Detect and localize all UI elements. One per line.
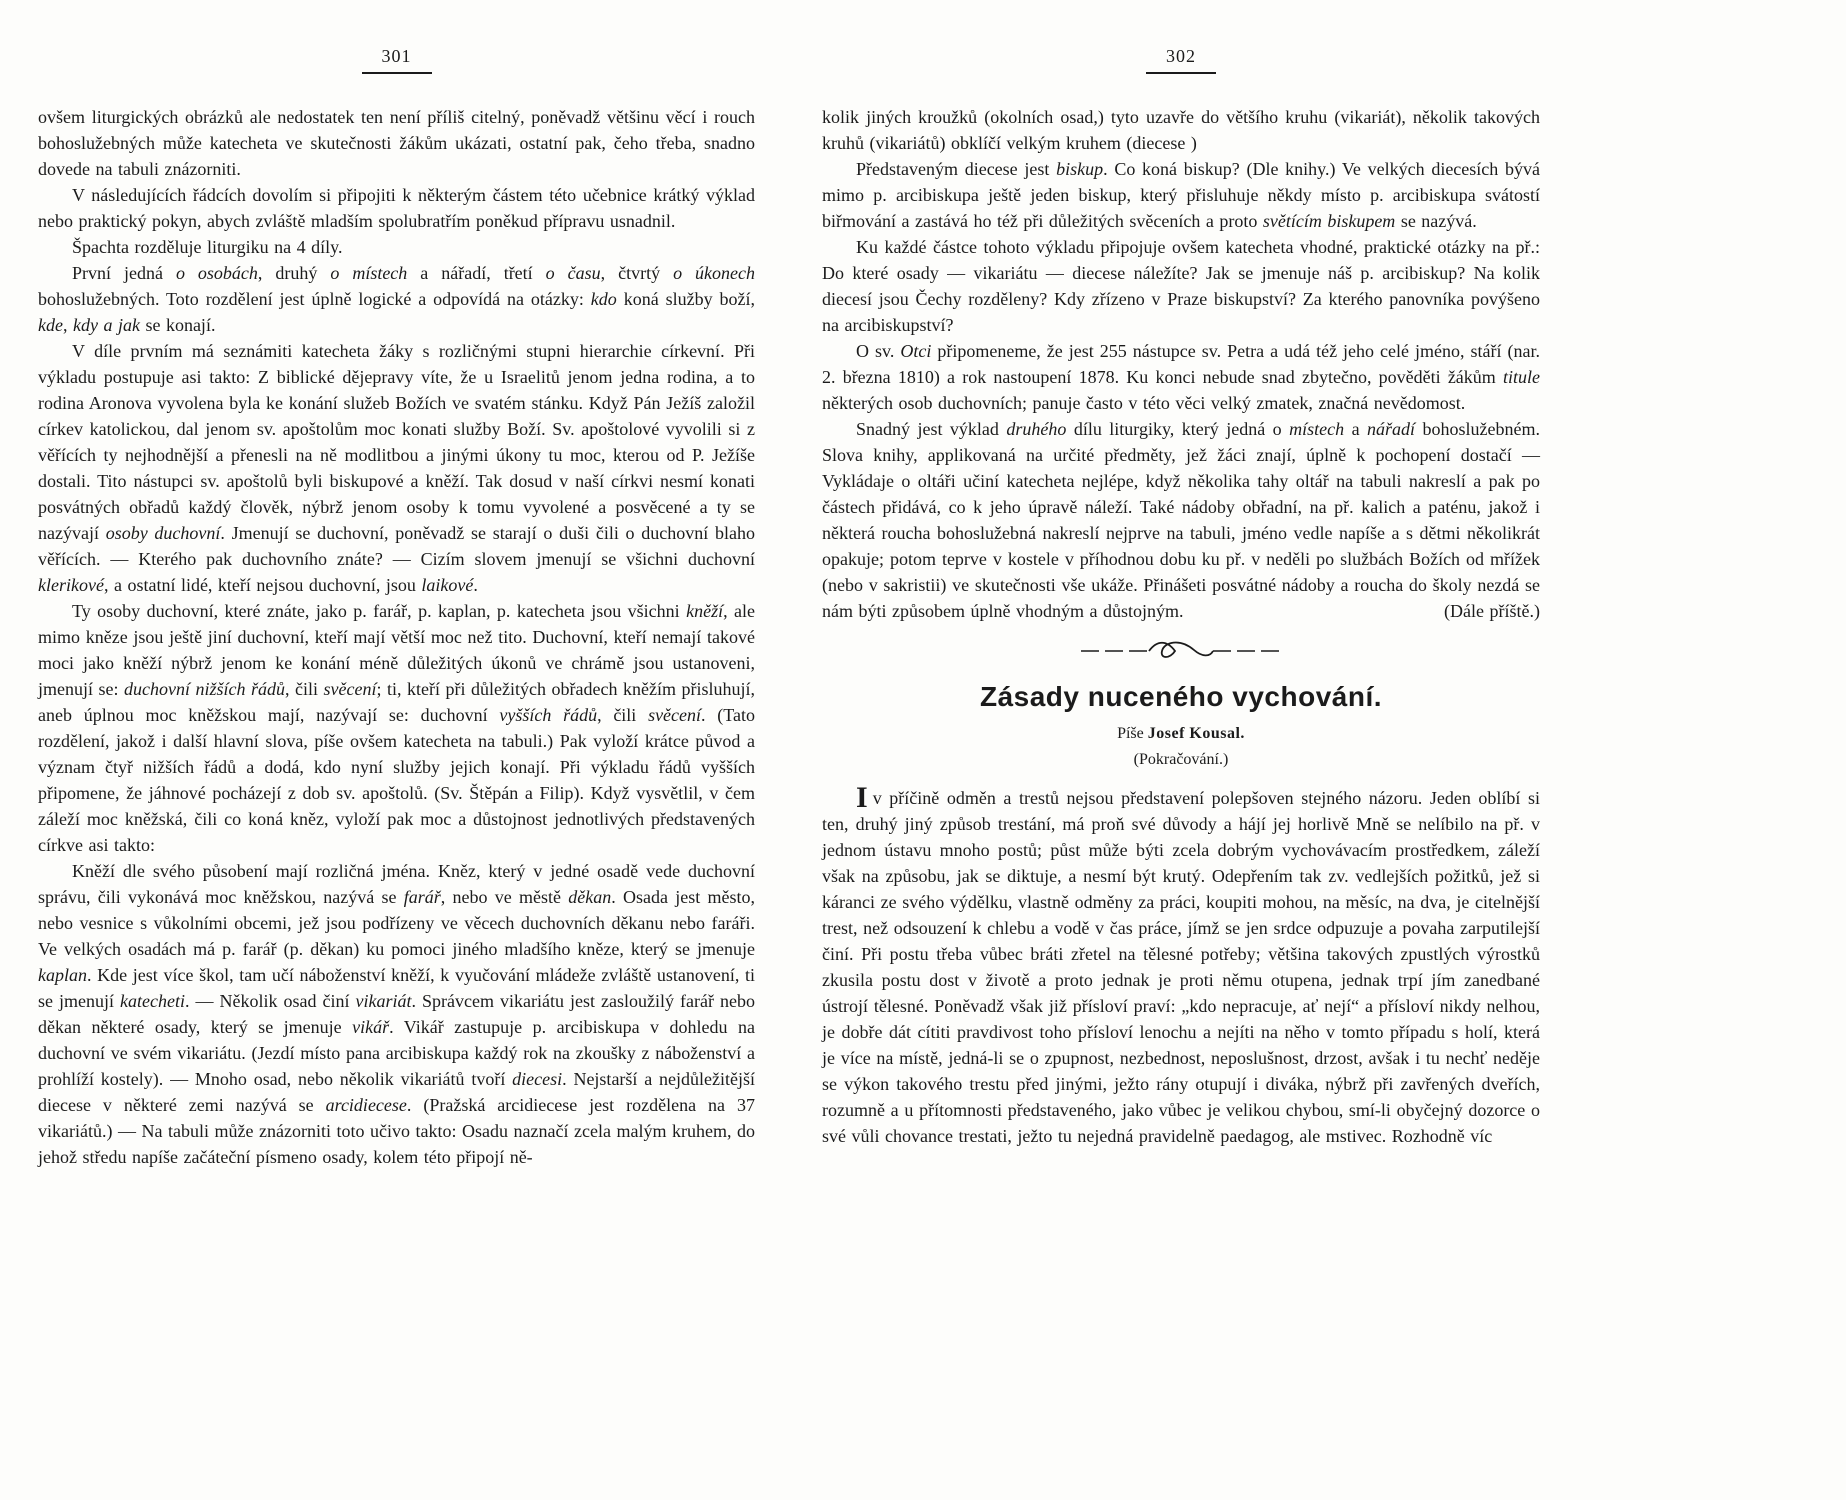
paragraph: Ty osoby duchovní, které znáte, jako p. farář, p. kaplan, p. katecheta jsou všichni kněží, ale mimo kněze jsou ještě jiní duchovní, kteří mají větší moc než tito. Duchovní, kteří nemají takové moci jako kněží nýbrž jenom ke konání méně důležitých úkonů ve chrámě jsou ustanoveni, jmenují se: duchovní nižších řádů, čili svěcení; ti, kteří při důležitých obřadech kněžím přisluhují, aneb úplnou moc kněžskou mají, nazývají se: duchovní vyšších řádů, čili svěcení. (Tato rozdělení, jakož i další hlavní slova, píše ovšem katecheta na tabuli.) Pak vyloží krátce původ a význam čtyř nižších řádů a dodá, kdo nyní služby jejich konají. Při výkladu řádů vyšších připomene, že jáhnové pocházejí z dob sv. apoštolů. (Sv. Štěpán a Filip). Když vysvětlil, v čem záleží moc kněžská, čili co koná kněz, vyloží pak moc a důstojnost jednotlivých představených církve asi takto: [38, 601, 756, 855]
page-left-text [38, 104, 755, 1170]
article-continuation-note: (Pokračování.) [1133, 751, 1229, 768]
article-author: Josef Kousal. [1147, 725, 1245, 742]
paragraph: Špachta rozděluje liturgiku na 4 díly. [72, 237, 343, 257]
page-right-text [822, 104, 1540, 624]
page-right [822, 46, 1540, 1170]
article-byline [822, 725, 1540, 743]
article-text [822, 781, 1540, 1149]
article-title: Zásady nuceného vychování. [979, 681, 1383, 712]
byline-prefix: Píše [1117, 725, 1144, 742]
paragraph: Kněží dle svého působení mají rozličná jména. Kněz, který v jedné osadě vede duchovní správu, čili vykonává moc kněžskou, nazývá se farář, nebo ve městě děkan. Osada jest město, nebo vesnice s vůkolními obcemi, jež jsou podřízeny ve věcech duchovních děkanu nebo faráři. Ve velkých osadách má p. farář (p. děkan) ku pomoci jiného mladšího kněze, který se jmenuje kaplan. Kde jest více škol, tam učí náboženství kněží, k vyučování mládeže zvláště ustanovení, ti se jmenují katecheti. — Několik osad činí vikariát. Správcem vikariátu jest zasloužilý farář nebo děkan některé osady, který se jmenuje vikář. Vikář zastupuje p. arcibiskupa v dohledu na duchovní ve svém vikariátu. (Jezdí místo pana arcibiskupa každý rok na zkoušky z náboženství a prohlíží kostely). — Mnoho osad, nebo několik vikariátů tvoří diecesi. Nejstarší a nejdůležitější diecese v některé zemi nazývá se arcidiecese. (Pražská arcidiecese jest rozdělena na 37 vikariátů.) — Na tabuli může znázorniti toto učivo takto: Osadu naznačí zcela malým kruhem, do jehož středu napíše začáteční písmeno osady, kolem této připojí ně- [38, 861, 756, 1167]
page-number-left: 301 [362, 46, 432, 74]
continuation-note: (Dále příště.) [1444, 601, 1540, 621]
paragraph: V následujících řádcích dovolím si připojiti k některým částem této učebnice krátký výklad nebo praktický pokyn, abych zvláště mladším spolubratřím poněkud přípravu usnadnil. [38, 185, 755, 231]
paragraph: Iv příčině odměn a trestů nejsou představení polepšoven stejného názoru. Jeden oblíbí si ten, druhý jiný způsob trestání, má proň své důvody a hájí jej horlivě Mně se nelíbilo na př. v jednom ústavu mnoho postů; půst může býti zcela dobrým vychovávacím prostředkem, záleží však na způsobu, jak se diktuje, a nesmí být krutý. Odepřením tak zv. vedlejších požitků, jež si káranci ze svého výdělku, vlastně odměny za práci, koupiti mohou, na měsíc, na dva, je citelnější trest, než odsouzení k chlebu a vodě v čas práce, jímž se jen srdce odpuzuje a povaha zarputilejší činí. Při postu třeba vůbec bráti zřetel na tělesné potřeby; většina takových zpustlých výrostků zkusila postu dost v životě a proto jednak je proti němu otupena, jednak trpí jím zanedbané ústrojí tělesné. Poněvadž však již přísloví praví: „kdo nepracuje, ať nejí“ a přísloví nikdy nelhou, je dobře dát cítiti pravdivost toho přísloví lenochu a nejíti na něho v tomto případu s holí, která je více na místě, jedná-li se o zpupnost, nezbednost, neposlušnost, drzost, avšak i tu nechť neděje se výkon takového trestu před jinými, ježto rány otupují i diváka, nýbrž při zavřených dveřích, rozumně a u přítomnosti představeného, jako vůbec je velikou chybou, smí-li obyčejný dozorce o své vůli chovance trestati, ježto tu nejedná pravidelně paedagog, ale mstivec. Rozhodně víc [822, 781, 1540, 1146]
paragraph: kolik jiných kroužků (okolních osad,) tyto uzavře do většího kruhu (vikariát), několik takových kruhů (vikariátů) obklíčí velkým kruhem (diecese ) [822, 107, 1540, 153]
paragraph: V díle prvním má seznámiti katecheta žáky s rozličnými stupni hierarchie církevní. Při výkladu postupuje asi takto: Z biblické dějepravy víte, že u Israelitů jenom jedna rodina, a to rodina Aronova vyvolena byla ke konání služeb Božích ve svatém stánku. Když Pán Ježíš založil církev katolickou, dal jenom sv. apoštolům moc konati služby Boží. Sv. apoštolové vyvolili si z věřících ty nejhodnější a přenesli na ně modlitbou a jinými úkony tu moc, kterou od P. Ježíše dostali. Tito nástupci sv. apoštolů byli biskupové a kněží. Tak dosud v naší církvi nesmí konati posvátných obřadů každý člověk, nýbrž jenom osoby k tomu vyvolené a posvěcené a ty se nazývají osoby duchovní. Jmenují se duchovní, poněvadž se starají o duši čili o duchovní blaho věřících. — Kterého pak duchovního znáte? — Cizím slovem jmenují se všichni duchovní klerikové, a ostatní lidé, kteří nejsou duchovní, jsou laikové. [38, 341, 755, 595]
section-divider-ornament [822, 640, 1540, 667]
page-left [38, 46, 755, 1170]
paragraph: Snadný jest výklad druhého dílu liturgiky, který jedná o místech a nářadí bohoslužebném. Slova knihy, applikovaná na určité předměty, jež žáci znají, úplně k pochopení dostačí — Vykládaje o oltáři učiní katecheta nejlépe, když několika tahy oltář na tabuli nakreslí a pak po částech přidává, co k jeho úpravě náleží. Také nádoby obřadní, na př. kalich a paténu, jakož i některá roucha bohoslužebná nakreslí nejprve na tabuli, jméno vedle napíše a s dětmi několikrát opakuje; potom teprve v kostele v příhodnou dobu ku př. v neděli po službách Božích od mřížek (nebo v sakristii) ve skutečnosti vše ukáže. Přinášeti posvátné nádoby a roucha do školy nezdá se nám býti způsobem úplně vhodným a důstojným. (Dále příště.) [822, 416, 1540, 624]
ornamental-initial: I [856, 781, 868, 814]
paragraph: Představeným diecese jest biskup. Co koná biskup? (Dle knihy.) Ve velkých diecesích bývá mimo p. arcibiskupa ještě jeden biskup, který přisluhuje někdy místo p. arcibiskupa svátostí biřmování a zastává ho též při důležitých svěceních a proto světícím biskupem se nazývá. [822, 159, 1540, 231]
paragraph: ovšem liturgických obrázků ale nedostatek ten není příliš citelný, poněvadž většinu věcí i rouch bohoslužebných může katecheta ve skutečnosti žákům ukázati, ostatní pak, čeho třeba, snadno dovede na tabuli znázorniti. [38, 107, 755, 179]
paragraph: O sv. Otci připomeneme, že jest 255 nástupce sv. Petra a udá též jeho celé jméno, stáří (nar. 2. března 1810) a rok nastoupení 1878. Ku konci nebude snad zbytečno, pověděti žákům titule některých osob duchovních; panuje často v této věci velký zmatek, značná nevědomost. [822, 341, 1540, 413]
paragraph: Ku každé částce tohoto výkladu připojuje ovšem katecheta vhodné, praktické otázky na př.: Do které osady — vikariátu — diecese náležíte? Jak se jmenuje náš p. arcibiskup? Na kolik diecesí jsou Čechy rozděleny? Kdy zřízeno v Praze biskupství? Za kterého panovníka povýšeno na arcibiskupství? [822, 237, 1540, 335]
page-number-right: 302 [1146, 46, 1216, 74]
paragraph: První jedná o osobách, druhý o místech a nářadí, třetí o času, čtvrtý o úkonech bohoslužebných. Toto rozdělení jest úplně logické a odpovídá na otázky: kdo koná služby boží, kde, kdy a jak se konají. [38, 263, 756, 335]
